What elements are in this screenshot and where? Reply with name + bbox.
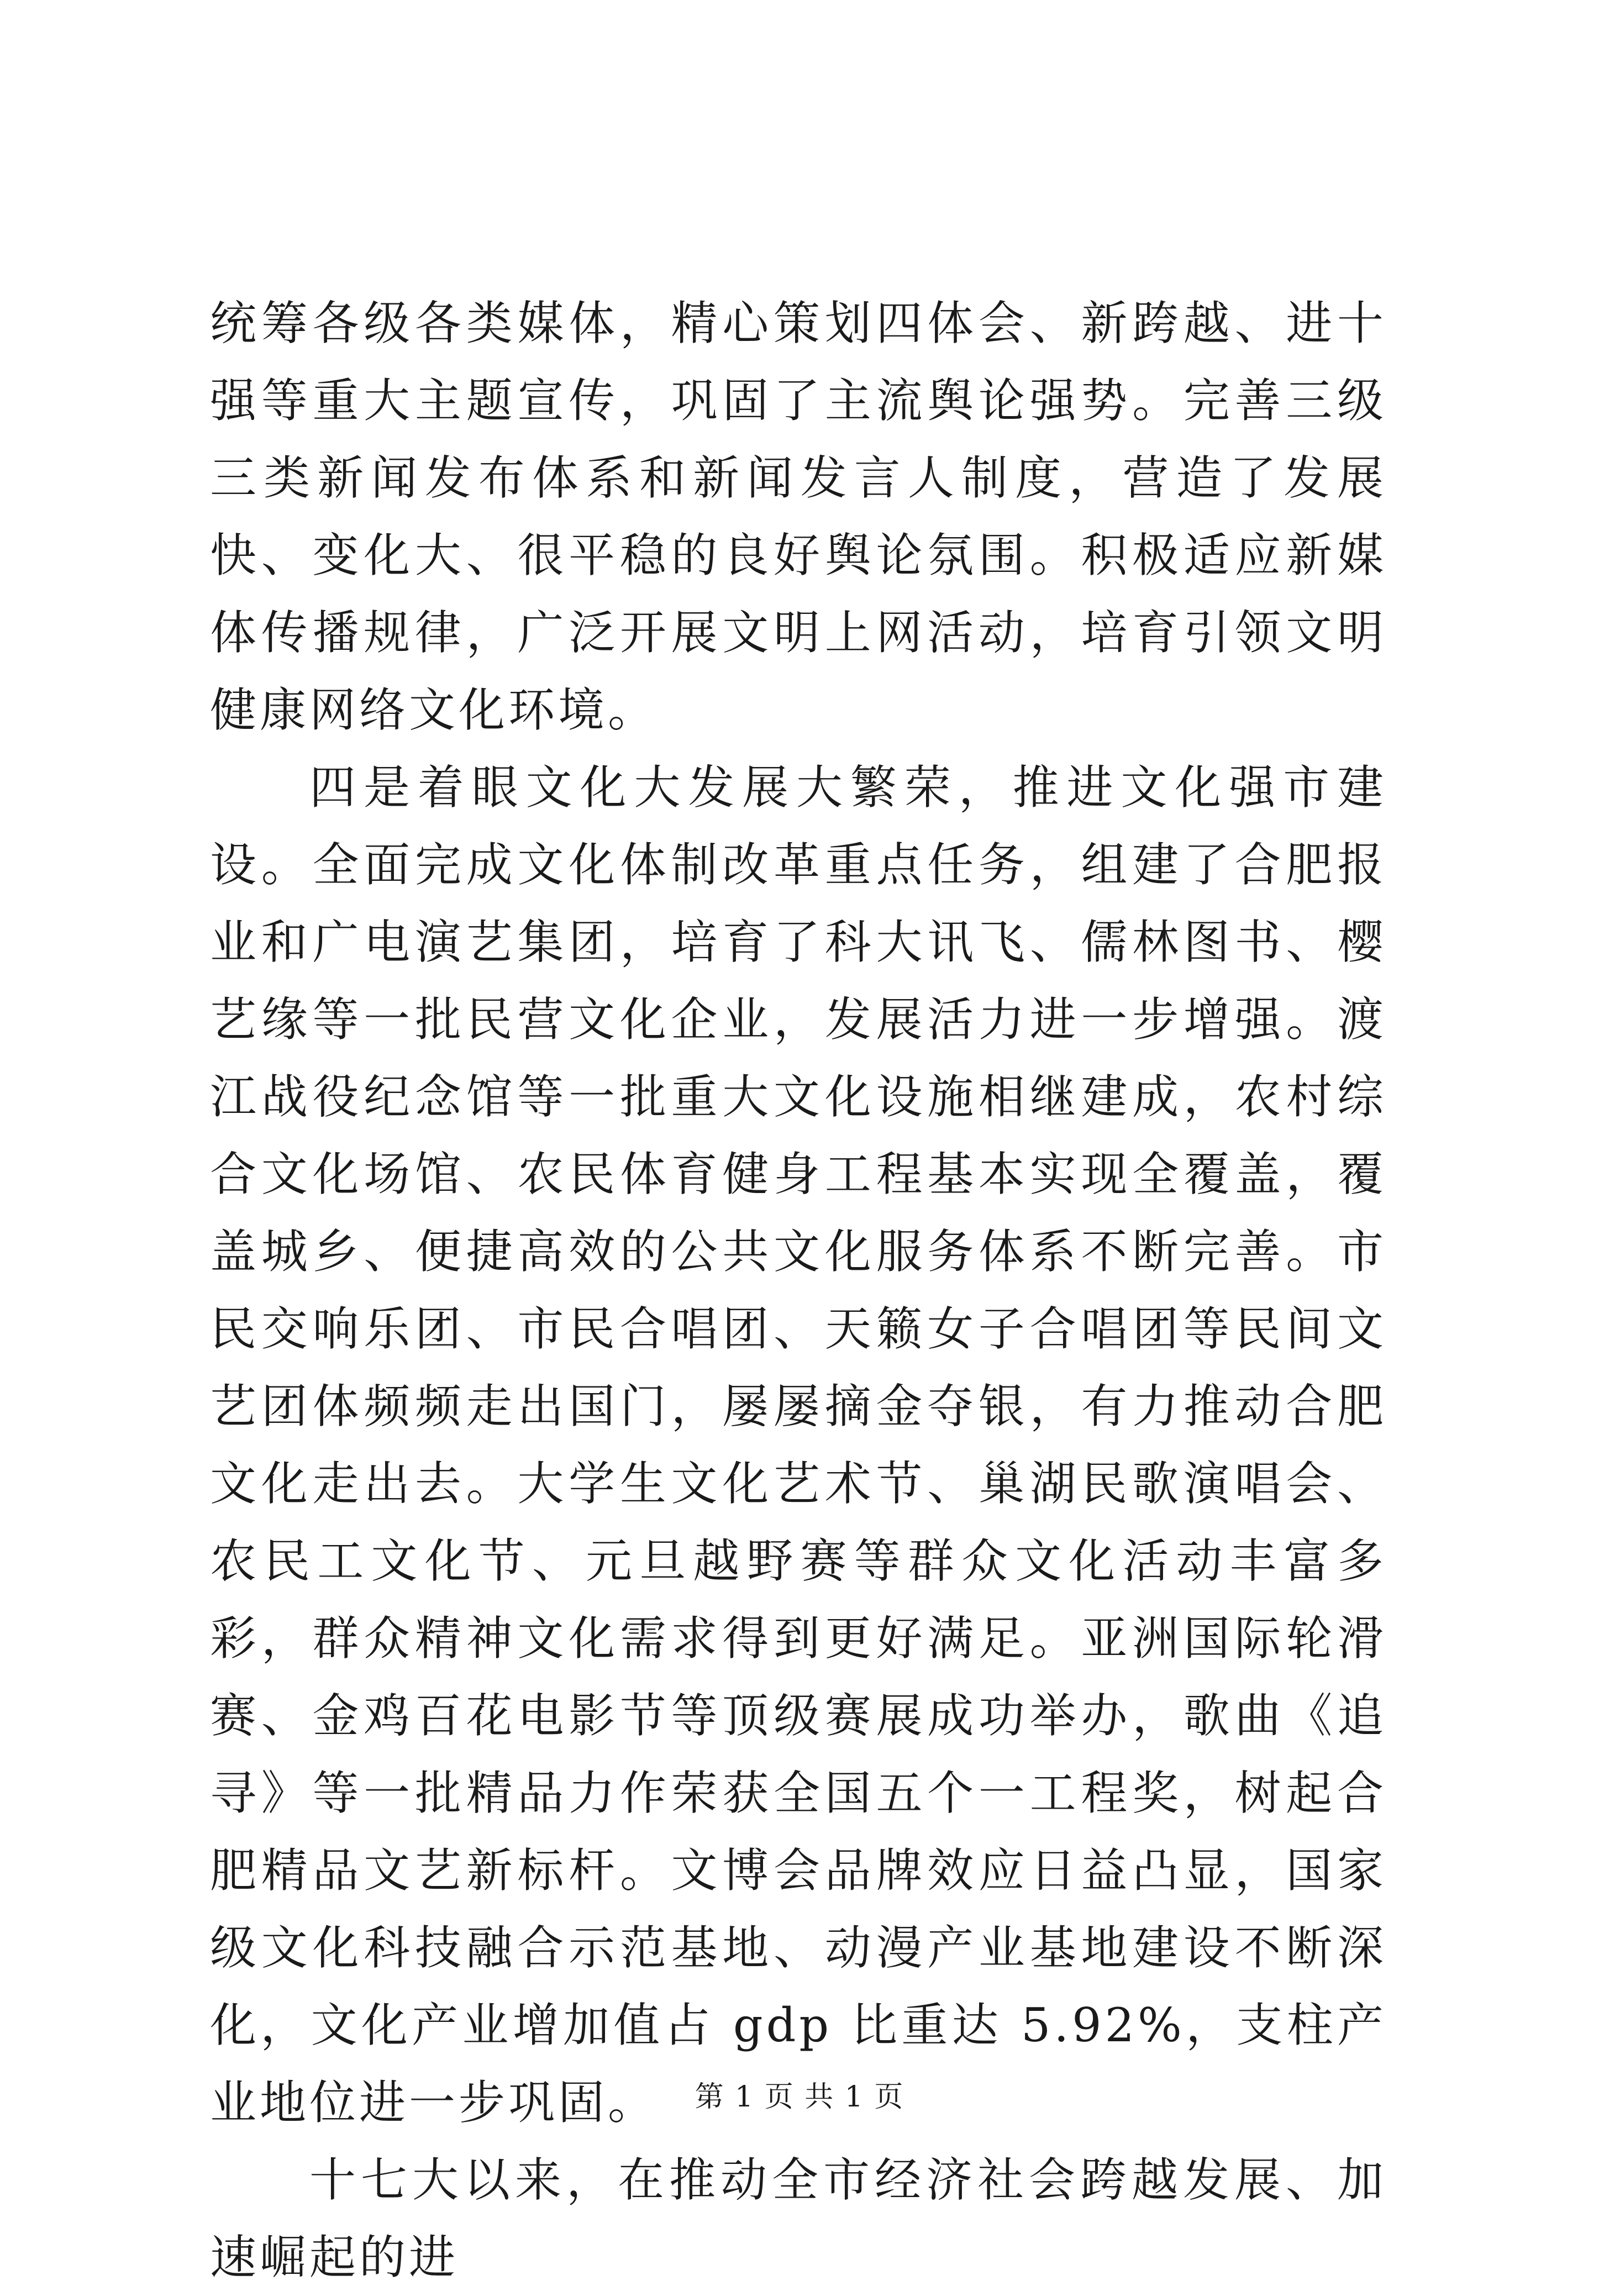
paragraph-seventeenth-congress: 十七大以来，在推动全市经济社会跨越发展、加速崛起的进	[210, 2153, 1387, 2284]
paragraph-culture-development: 四是着眼文化大发展大繁荣，推进文化强市建设。全面完成文化体制改革重点任务，组建了合肥报业和广电演艺集团，培育了科大讯飞、儒林图书、樱艺缘等一批民营文化企业，发展活力进一步增强。渡江战役纪念馆等一批重大文化设施相继建成，农村综合文化场馆、农民体育健身工程基本实现全覆盖，覆盖城乡、便捷高效的公共文化服务体系不断完善。市民交响乐团、市民合唱团、天籁女子合唱团等民间文艺团体频频走出国门，屡屡摘金夺银，有力推动合肥文化走出去。大学生文化艺术节、巢湖民歌演唱会、农民工文化节、元旦越野赛等群众文化活动丰富多彩，群众精神文化需求得到更好满足。亚洲国际轮滑赛、金鸡百花电影节等顶级赛展成功举办，歌曲《追寻》等一批精品力作荣获全国五个一工程奖，树起合肥精品文艺新标杆。文博会品牌效应日益凸显，国家级文化科技融合示范基地、动漫产业基地建设不断深化，文化产业增加值占 gdp 比重达 5.92%，支柱产业地位进一步巩固。	[210, 760, 1387, 2130]
paragraph-continuation: 统筹各级各类媒体，精心策划四体会、新跨越、进十强等重大主题宣传，巩固了主流舆论强势。完善三级三类新闻发布体系和新闻发言人制度，营造了发展快、变化大、很平稳的良好舆论氛围。积极适应新媒体传播规律，广泛开展文明上网活动，培育引领文明健康网络文化环境。	[210, 296, 1387, 737]
page-footer: 第 1 页 共 1 页	[695, 2080, 904, 2114]
document-body	[210, 285, 1387, 2296]
